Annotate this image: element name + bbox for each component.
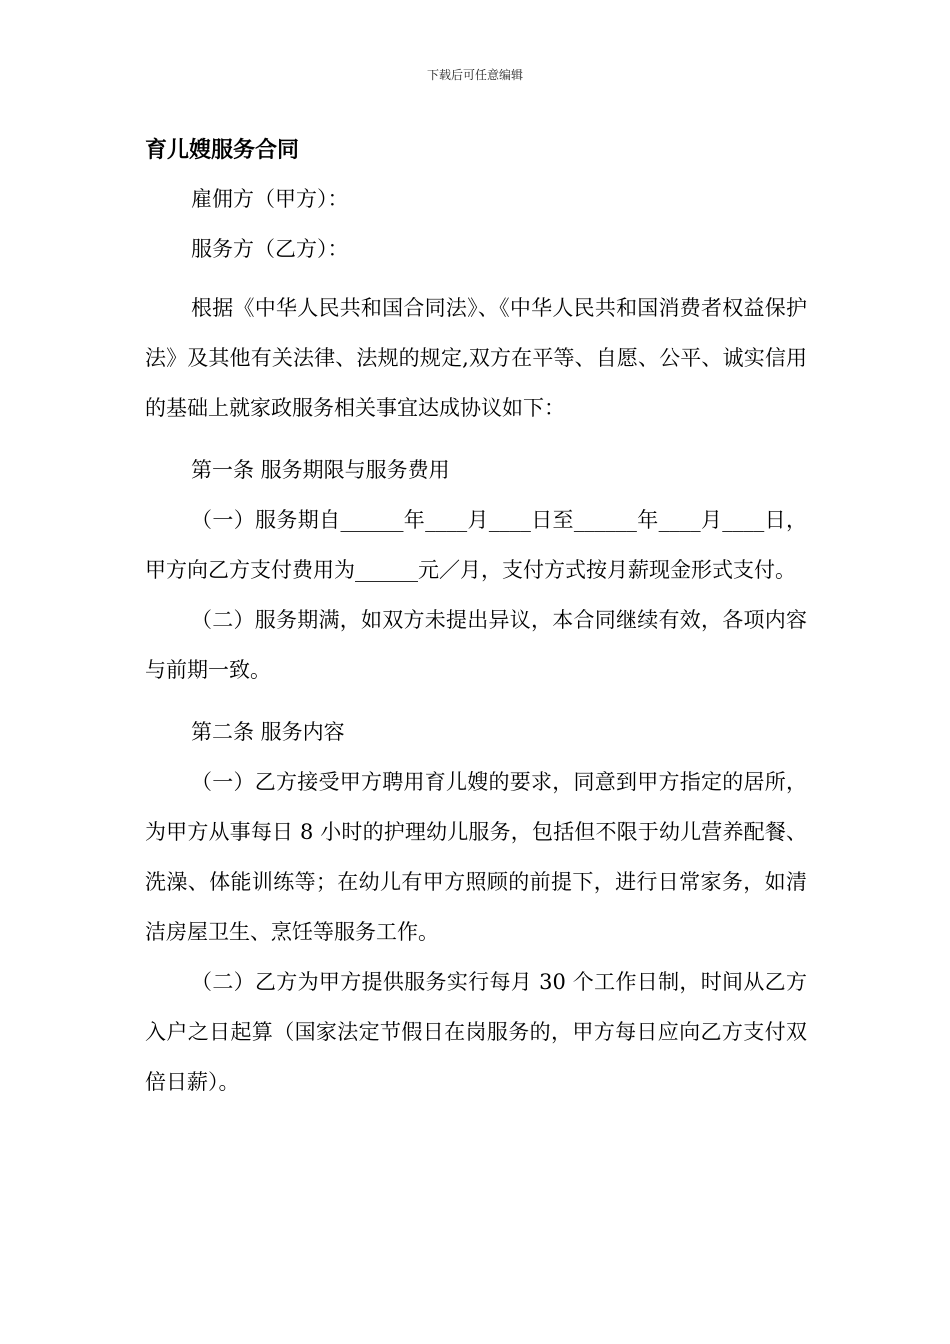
article-1-clause-2: （二）服务期满，如双方未提出异议，本合同继续有效，各项内容与前期一致。 — [145, 608, 807, 682]
article-1-heading: 第一条 服务期限与服务费用 — [191, 458, 450, 482]
header-note: 下载后可任意编辑 — [426, 68, 523, 82]
document-title: 育儿嫂服务合同 — [145, 138, 300, 163]
party-a-line: 雇佣方（甲方）： — [191, 187, 349, 211]
article-2-clause-2: （二）乙方为甲方提供服务实行每月 30 个工作日制，时间从乙方入户之日起算（国家法定节假日在岗服务的，甲方每日应向乙方支付双倍日薪）。 — [145, 970, 807, 1094]
preamble-paragraph: 根据《中华人民共和国合同法》、《中华人民共和国消费者权益保护法》及其他有关法律、法规的规定,双方在平等、自愿、公平、诚实信用的基础上就家政服务相关事宜达成协议如下： — [145, 296, 807, 420]
party-b-line: 服务方（乙方）： — [191, 237, 349, 261]
article-2-heading: 第二条 服务内容 — [191, 720, 345, 744]
article-1-clause-1: （一）服务期自______年____月____日至______年____月____日，甲方向乙方支付费用为______元／月，支付方式按月薪现金形式支付。 — [145, 508, 807, 582]
article-2-clause-1: （一）乙方接受甲方聘用育儿嫂的要求，同意到甲方指定的居所，为甲方从事每日 8 小时的护理幼儿服务，包括但不限于幼儿营养配餐、洗澡、体能训练等；在幼儿有甲方照顾的前提下，进行日常家务，如清洁房屋卫生、烹饪等服务工作。 — [145, 770, 807, 944]
document-body — [145, 128, 807, 1107]
